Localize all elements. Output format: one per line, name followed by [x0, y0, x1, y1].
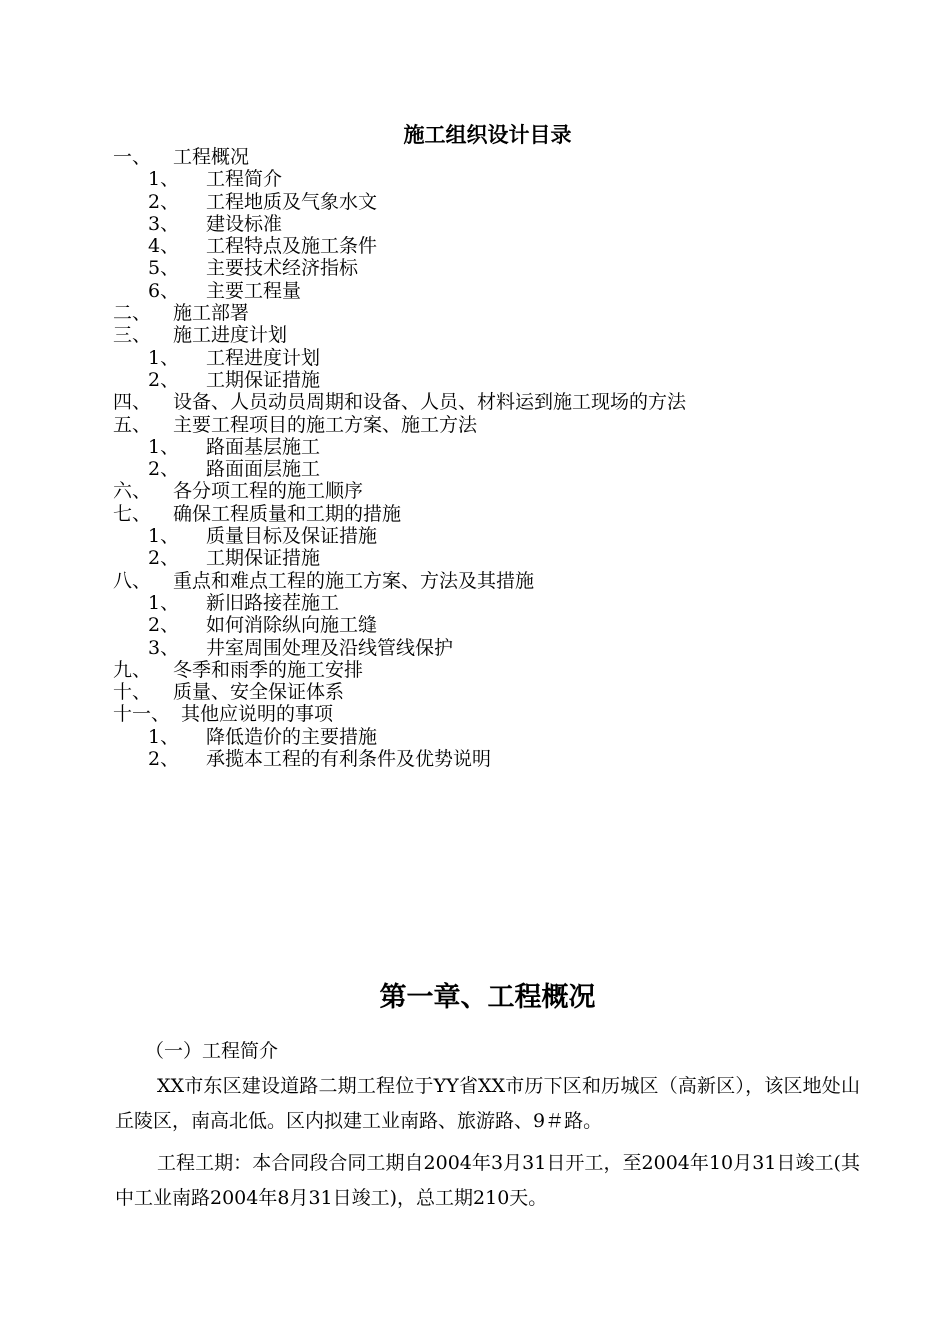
toc-item-text: 井室周围处理及沿线管线保护 [206, 636, 454, 659]
toc-item-number: 2、 [148, 547, 180, 570]
toc-item-number: 一、 [113, 146, 152, 168]
toc-item-number: 2、 [148, 368, 180, 391]
toc-item-text: 路面基层施工 [206, 435, 321, 458]
toc-item-number: 2、 [148, 614, 180, 637]
toc-item-text: 重点和难点工程的施工方案、方法及其措施 [173, 569, 535, 592]
toc-item-number: 3、 [148, 212, 180, 235]
toc-item-text: 质量、安全保证体系 [173, 681, 345, 704]
chapter-title: 第一章、工程概况 [379, 982, 596, 1013]
toc-item-number: 1、 [148, 435, 180, 458]
toc-item-number: 六、 [113, 480, 152, 503]
toc-item-number: 二、 [113, 302, 152, 325]
toc-item-number: 6、 [148, 279, 180, 302]
toc-item-text: 设备、人员动员周期和设备、人员、材料运到施工现场的方法 [173, 391, 687, 414]
toc-item-text: 路面面层施工 [206, 458, 321, 481]
toc-title: 施工组织设计目录 [403, 122, 572, 147]
toc-item-text: 工期保证措施 [206, 547, 321, 570]
toc-item-text: 工程概况 [173, 146, 250, 168]
toc-item-number: 三、 [113, 324, 152, 347]
toc-item-number: 八、 [113, 569, 152, 592]
toc-item-text: 主要技术经济指标 [206, 257, 359, 280]
section-heading: （一）工程简介 [145, 1040, 279, 1062]
toc-item-text: 新旧路接茬施工 [206, 591, 340, 614]
toc-item-number: 九、 [113, 658, 152, 681]
toc-item-number: 四、 [113, 391, 152, 414]
toc-item-number: 1、 [148, 168, 180, 191]
toc-item-number: 十一、 [113, 703, 171, 726]
toc-item-number: 1、 [148, 591, 180, 614]
toc-item-number: 2、 [148, 748, 180, 771]
toc-item-number: 1、 [148, 725, 180, 748]
toc-item-number: 十、 [113, 681, 152, 704]
toc-item-text: 承揽本工程的有利条件及优势说明 [206, 748, 492, 771]
toc-item-text: 如何消除纵向施工缝 [206, 614, 378, 637]
toc-item-text: 建设标准 [206, 212, 283, 235]
toc-item-text: 主要工程量 [206, 279, 302, 302]
paragraph: 工程工期：本合同段合同工期自2004年3月31日开工，至2004年10月31日竣工(其中工业南路2004年8月31日竣工)，总工期210天。 [115, 1152, 860, 1209]
toc-item-text: 冬季和雨季的施工安排 [173, 658, 364, 681]
toc-item-number: 七、 [113, 502, 152, 525]
toc-item-text: 降低造价的主要措施 [206, 725, 378, 748]
toc-item-text: 工程地质及气象水文 [206, 190, 378, 213]
toc-item-number: 5、 [148, 257, 180, 280]
toc-item-number: 1、 [148, 525, 180, 548]
toc-item-text: 工程进度计划 [206, 346, 321, 369]
toc-item-text: 质量目标及保证措施 [206, 525, 378, 548]
toc-item-number: 4、 [148, 235, 180, 258]
toc-item-text: 主要工程项目的施工方案、施工方法 [173, 413, 478, 436]
toc-item-number: 2、 [148, 190, 180, 213]
toc-item-number: 3、 [148, 636, 180, 659]
toc-item-text: 其他应说明的事项 [181, 703, 334, 726]
toc-item-text: 施工部署 [173, 302, 250, 325]
toc-item-text: 确保工程质量和工期的措施 [173, 502, 402, 525]
toc-item-number: 2、 [148, 458, 180, 481]
toc-item-text: 各分项工程的施工顺序 [173, 480, 364, 503]
toc-item-number: 1、 [148, 346, 180, 369]
toc-item-number: 五、 [113, 413, 152, 436]
toc-item-text: 工程特点及施工条件 [206, 235, 378, 258]
toc-item-text: 施工进度计划 [173, 324, 288, 347]
paragraph: XX市东区建设道路二期工程位于YY省XX市历下区和历城区（高新区），该区地处山丘陵区，南高北低。区内拟建工业南路、旅游路、9＃路。 [115, 1075, 860, 1132]
toc-item-text: 工程简介 [206, 168, 283, 191]
toc-item-text: 工期保证措施 [206, 368, 321, 391]
